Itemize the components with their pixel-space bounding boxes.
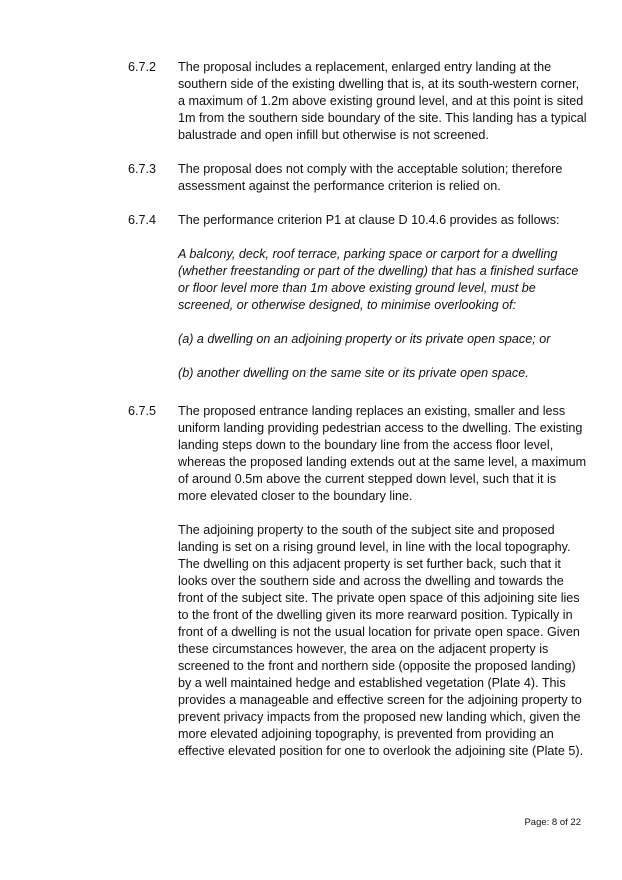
section-6-7-4 bbox=[128, 212, 588, 382]
section-number: 6.7.4 bbox=[128, 213, 157, 227]
section-number: 6.7.2 bbox=[128, 60, 157, 74]
criterion-item-b: (b) another dwelling on the same site or its private open space. bbox=[178, 366, 529, 380]
criterion-item-a: (a) a dwelling on an adjoining property or its private open space; or bbox=[178, 332, 551, 346]
section-number: 6.7.5 bbox=[128, 404, 157, 418]
section-number: 6.7.3 bbox=[128, 162, 157, 176]
quoted-criterion: A balcony, deck, roof terrace, parking space or carport for a dwelling (whether freestanding or part of the dwelling) that has a finished surface or floor level more than 1m above existing ground level, must be screened, or otherwise designed, to minimise overlooking of: bbox=[178, 247, 579, 312]
section-paragraph: The proposal includes a replacement, enlarged entry landing at the southern side of the existing dwelling that is, at its south-western corner, a maximum of 1.2m above existing ground level, and at this point is sited 1m from the southern side boundary of the site. This landing has a typical balustrade and open infill but otherwise is not screened. bbox=[178, 60, 587, 142]
section-paragraph: The proposal does not comply with the acceptable solution; therefore assessment against the performance criterion is relied on. bbox=[178, 162, 563, 193]
page-number: Page: 8 of 22 bbox=[524, 817, 581, 828]
section-6-7-2 bbox=[128, 59, 588, 144]
section-paragraph: The adjoining property to the south of the subject site and proposed landing is set on a rising ground level, in line with the local topography. The dwelling on this adjacent property is set further back, such that it looks over the southern side and across the dwelling and towards the front of the subject site. The private open space of this adjoining site lies to the front of the dwelling given its more rearward position. Typically in front of a dwelling is not the usual location for private open space. Given these circumstances however, the area on the adjacent property is screened to the front and northern side (opposite the proposed landing) by a well maintained hedge and established vegetation (Plate 4). This provides a manageable and effective screen for the adjoining property to prevent privacy impacts from the proposed new landing which, given the more elevated adjoining topography, is prevented from providing an effective elevated position for one to overlook the adjoining site (Plate 5). bbox=[178, 523, 584, 758]
section-6-7-3 bbox=[128, 161, 588, 195]
section-paragraph: The proposed entrance landing replaces an existing, smaller and less uniform landing providing pedestrian access to the dwelling. The existing landing steps down to the boundary line from the access floor level, whereas the proposed landing extends out at the same level, a maximum of around 0.5m above the current stepped down level, such that it is more elevated closer to the boundary line. bbox=[178, 404, 587, 503]
section-intro: The performance criterion P1 at clause D 10.4.6 provides as follows: bbox=[178, 213, 560, 227]
section-6-7-5 bbox=[128, 403, 588, 760]
